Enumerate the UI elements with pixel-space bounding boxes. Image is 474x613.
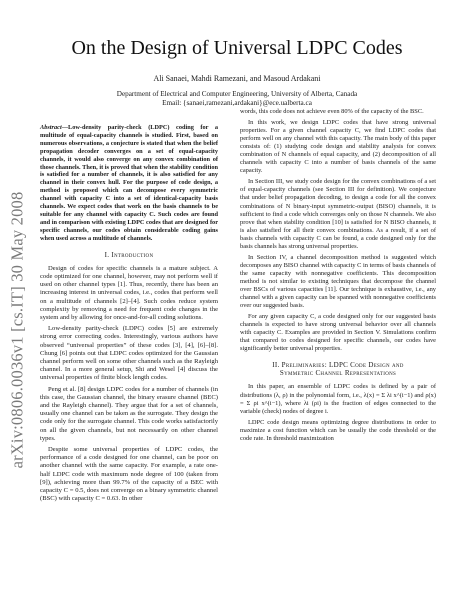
affiliation-dept: Department of Electrical and Computer Engineering, University of Alberta, Canada: [116, 90, 358, 98]
intro-paragraph: Low-density parity-check (LDPC) codes [5] are extremely strong error correcting codes. Interestingly, various authors have observed “universal properties” of these codes [3], [4], [6]–[8]. Chung [6] points out that LDPC codes optimized for the Gaussian channel perform well on some other channels such as the Rayleigh channel. In a more general setup, Shi and Wesel [4] discuss the universal properties of finite block length codes.: [40, 325, 218, 382]
body-paragraph: In this work, we design LDPC codes that have strong universal properties. For a given channel capacity C, we find LDPC codes that perform well on any channel with this capacity. The main body of this paper consists of: (1) studying code design and stability analysis for convex combination of N channels of equal capacity, and (2) decomposition of all channels with capacity C into a number of basis channels of the same capacity.: [240, 119, 436, 175]
paper-authors: Ali Sanaei, Mahdi Ramezani, and Masoud Ardakani: [153, 74, 321, 83]
section-heading-prelim: [240, 361, 436, 377]
abstract-text: —Low-density parity-check (LDPC) coding for a multitude of equal-capacity channels is studied. First, based on numerous observations, a conjecture is stated that when the belief propagation decoder converges on a set of equal-capacity channels, it would also converge on any convex combination of those channels. Then, it is proved that when the stability condition is satisfied for a number of channels, it is also satisfied for any channel in their convex hull. For the purpose of code design, a method is proposed which can decompose every symmetric channel with capacity C into a set of identical-capacity basis channels. We expect codes that work on the basis channels to be suitable for any channel with capacity C. Such codes are found and in comparison with existing LDPC codes that are designed for specific channels, our codes obtain considerable coding gains when used across a multitude of channels.: [40, 124, 218, 242]
section-heading-prelim-line1: II. Preliminaries: LDPC Code Design and: [272, 361, 404, 370]
body-paragraph: For any given capacity C, a code designed only for our suggested basis channels is expected to have strong universal behavior over all channels with capacity C. Examples are provided in Section V. Simulations confirm that compared to codes designed for specific channels, our codes have significantly better universal properties.: [240, 313, 436, 353]
section-heading-prelim-line2: Symmetric Channel Representations: [279, 369, 397, 378]
intro-paragraph: Peng et al. [8] design LDPC codes for a number of channels (in this case, the Gaussian channel, the binary erasure channel (BEC) and the Rayleigh channel). They argue that for a set of channels, usually one channel can be taken as the surrogate. They design the code only for the surrogate channel. This code works satisfactorily on all the given channels, but not necessarily on other channel types.: [40, 385, 218, 442]
left-column: [40, 124, 218, 506]
body-paragraph: In Section IV, a channel decomposition method is suggested which decomposes any BISO channel with capacity C in terms of basis channels of the same capacity with nonnegative coefficients. This decomposition method is not similar to existing techniques that decompose the channel over BSCs of various capacities [11]. Our technique is exhaustive, i.e., any channel with a given capacity can be spanned with nonnegative coefficients over our suggested basis.: [240, 253, 436, 310]
arxiv-stamp-text: arXiv:0806.0036v1 [cs.IT] 30 May 2008: [7, 191, 27, 469]
right-column: [240, 108, 436, 446]
body-paragraph: words, this code does not achieve even 80% of the capacity of the BSC.: [240, 108, 424, 115]
section-heading-intro: I. Introduction: [104, 250, 154, 259]
body-paragraph: In Section III, we study code design for the convex combinations of a set of equal-capacity channels (see Section III for definition). We conjecture that under belief propagation decoding, to design a code for all the convex combinations of N binary-input symmetric-output (BISO) channels, it is sufficient to find a code which converges only on those N channels. We also prove that when stability condition [10] is satisfied for N BISO channels, it is also satisfied for all their convex combinations. As a result, if a set of basis channels with capacity C can be found, a code designed only for the basis channels has strong universal properties.: [240, 178, 436, 250]
abstract: [40, 124, 218, 243]
abstract-lead: Abstract: [40, 124, 62, 131]
paper-title: On the Design of Universal LDPC Codes: [71, 37, 403, 59]
body-paragraph: In this paper, an ensemble of LDPC codes is defined by a pair of distributions (λ, ρ) in the polynomial form, i.e., λ(x) = Σ λi x^(i−1) and ρ(x) = Σ ρi x^(i−1), where λi (ρi) is the fraction of edges connected to the variable (check) nodes of degree i.: [240, 383, 436, 415]
body-paragraph: LDPC code design means optimizing degree distributions in order to maximize a cost function which can be usually the code threshold or the code rate. In threshold maximization: [240, 418, 436, 442]
affiliation: [60, 90, 414, 108]
intro-paragraph: Design of codes for specific channels is a mature subject. A code optimized for one channel, however, may not perform well if used on other channel types [1]. Thus, recently, there has been an increasing interest in universal codes, i.e., codes that perform well on a multitude of channels [2]–[4]. Such codes reduce system complexity by removing a need for frequent code changes in the system and by allowing for once-and-for-all coding solutions.: [40, 264, 218, 322]
intro-paragraph: Despite some universal properties of LDPC codes, the performance of a code designed for one channel, can be poor on another channel with the same capacity. For example, a rate one-half LDPC code with maximum node degree of 100 (taken from [9]), achieving more than 99.7% of the capacity of a BEC with capacity C = 0.5, does not converge on a binary symmetric channel (BSC) with capacity C = 0.63. In other: [40, 446, 218, 503]
arxiv-stamp: [4, 150, 30, 510]
affiliation-email: Email: {sanaei,ramezani,ardakani}@ece.ualberta.ca: [162, 99, 312, 107]
